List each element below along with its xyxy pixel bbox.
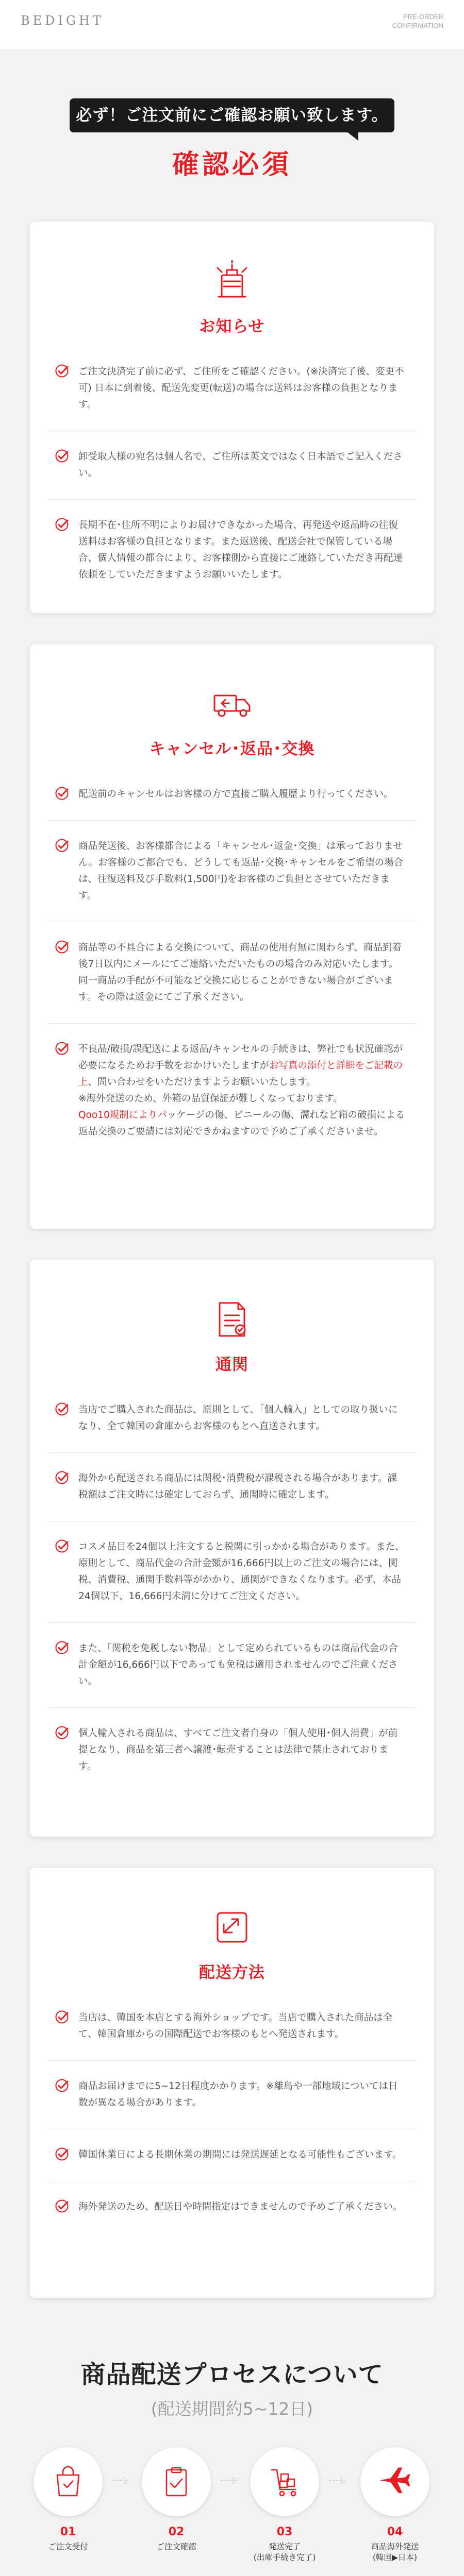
item-text: また、「関税を免税しない物品」として定められているものは商品代金の合計金額が16,666円以下であっても免税は適用されませんのでご注意ください。 [78, 1643, 398, 1687]
list-item [48, 346, 416, 431]
process-step-02 [135, 2447, 218, 2552]
megaphone-icon [208, 258, 256, 305]
list-item [48, 922, 416, 1023]
list-item [48, 1384, 416, 1452]
check-icon [55, 1539, 69, 1553]
step-number: 04 [387, 2526, 403, 2538]
item-text: 卸受取人様の宛名は個人名で、ご住所は英文ではなく日本語でご記入ください。 [78, 451, 403, 479]
check-icon [55, 2199, 69, 2213]
item-text: 長期不在･住所不明によりお届けできなかった場合、再発送や返品時の往復送料はお客様の負担となります。また返送後、配送会社で保管している場合、個人情報の都合により、お客様側から直接にご連絡していただき再配達依頼をしていただきますようお願いいたします。 [78, 520, 403, 580]
step-label: ご注文確認 [156, 2542, 196, 2551]
clipboard-check-icon [142, 2447, 211, 2516]
check-icon [55, 1041, 69, 1056]
check-icon [55, 2010, 69, 2024]
item-text: 商品等の不具合による交換について、商品の使用有無に関わらず、商品到着後7日以内にメールにてご連絡いただいたものの場合のみ対応いたします。同一商品の手配が不可能など交換に応じることができない場合がございます。その際は返金にてご了承ください。 [78, 942, 402, 1003]
list-item [48, 2060, 416, 2129]
list-item [48, 820, 416, 922]
item-text-part: 不良品/破損/誤配送による返品/キャンセルの手続きは、弊社でも状況確認が必要になるためお手数をおかけいたしますが [78, 1044, 403, 1071]
order-bag-icon [34, 2447, 103, 2516]
section-items [48, 1384, 416, 1792]
section-items [48, 769, 416, 1158]
brand-logo: BEDIGHT [21, 13, 104, 28]
step-label: ご注文受付 [48, 2542, 88, 2551]
step-label-sub: (出庫手続き完了) [253, 2553, 316, 2562]
section-cancel-return [30, 644, 434, 1229]
check-icon [55, 1470, 69, 1485]
check-icon [55, 517, 69, 532]
list-item [48, 2181, 416, 2233]
item-text-part: ※海外発送のため、外箱の品質保証が難しくなっております。 [78, 1093, 343, 1104]
list-item [48, 1452, 416, 1521]
check-icon [55, 449, 69, 463]
check-icon [55, 1640, 69, 1655]
item-text: 個人輸入される商品は、すべてご注文者自身の「個人使用･個人消費」が前提となり、商品を第三者へ譲渡･転売することは法律で禁止されております。 [78, 1728, 398, 1772]
chevron-right-icon [111, 2476, 132, 2486]
check-icon [55, 2078, 69, 2093]
customs-document-icon [208, 1296, 256, 1343]
step-label: 商品海外発送 [371, 2542, 419, 2551]
check-icon [55, 1725, 69, 1740]
item-text: 海外発送のため、配送日や時間指定はできませんので予めご了承ください。 [78, 2201, 403, 2212]
check-icon [55, 838, 69, 853]
section-title: 通関 [216, 1355, 248, 1374]
item-text [78, 1041, 405, 1140]
airplane-icon [208, 1904, 256, 1951]
step-number: 03 [276, 2526, 293, 2538]
hero-title: 確認必須 [172, 149, 292, 180]
check-icon [55, 786, 69, 801]
brand-subtitle [392, 12, 443, 30]
list-item [48, 1023, 416, 1158]
item-text: 商品お届けまでに5~12日程度かかります。※離島や一部地域については日数が異なる場合があります。 [78, 2081, 398, 2108]
list-item [48, 1521, 416, 1622]
process-step-03 [243, 2447, 326, 2563]
step-label: 発送完了 [268, 2542, 301, 2551]
section-items [48, 1992, 416, 2233]
process-subtitle: (配送期間約5~12日) [151, 2399, 313, 2419]
item-text: 韓国休業日による長期休業の期間には発送遅延となる可能性もございます。 [78, 2149, 402, 2160]
list-item [48, 1622, 416, 1707]
process-step-01 [27, 2447, 109, 2552]
highlight-text: お写真の添付と詳細をご記載の上 [78, 1060, 403, 1088]
section-items [48, 346, 416, 601]
check-icon [55, 2147, 69, 2161]
step-number: 01 [60, 2526, 76, 2538]
section-shipping-method [30, 1868, 434, 2298]
item-text: 配送前のキャンセルはお客様の方で直接ご購入履歴より行ってください。 [78, 789, 393, 800]
step-label-sub: (韓国▶日本) [372, 2553, 417, 2562]
process-step-04 [354, 2447, 436, 2563]
section-title: 配送方法 [199, 1963, 265, 1982]
section-title: キャンセル･返品･交換 [149, 740, 315, 758]
hero-speech-bubble: 必ず！ご注文前にご確認お願い致します。 [70, 98, 394, 132]
brand-subtitle-line2: CONFIRMATION [392, 22, 443, 29]
item-text: 商品発送後、お客様都合による「キャンセル･返金･交換」は承っておりません。お客様のご都合でも、どうしても返品･交換･キャンセルをご希望の場合は、往復送料及び手数料(1,500円)をお客様のご負担とさせていただきます。 [78, 841, 404, 901]
highlight-text: Qoo10規制によりパ [78, 1110, 167, 1121]
item-text-part: ッケージの傷、ビニールの傷、濡れなど箱の破損による返品交換のご要請には対応できかねますので予めご了承くださいませ。 [78, 1110, 405, 1137]
chevron-right-icon [328, 2476, 349, 2486]
step-number: 02 [168, 2526, 185, 2538]
brand-subtitle-line1: PRE-ORDER [403, 13, 443, 21]
section-customs [30, 1260, 434, 1837]
chevron-right-icon [220, 2476, 240, 2486]
list-item [48, 431, 416, 499]
list-item [48, 1992, 416, 2060]
check-icon [55, 940, 69, 954]
check-icon [55, 364, 69, 378]
brand-header [0, 0, 464, 49]
item-text-part: 、問い合わせをいただけますようお願いいたします。 [88, 1077, 317, 1088]
cart-boxes-icon [250, 2447, 319, 2516]
item-text: ご注文決済完了前に必ず、ご住所をご確認ください。(※決済完了後、変更不可) 日本に到着後、配送先変更(転送)の場合は送料はお客様の負担となります。 [78, 366, 404, 410]
hero [0, 49, 464, 204]
delivery-truck-icon [208, 680, 256, 727]
process-title: 商品配送プロセスについて [80, 2360, 384, 2389]
list-item [48, 769, 416, 820]
section-title: お知らせ [199, 317, 265, 336]
check-icon [55, 1402, 69, 1416]
item-text: 当店でご購入された商品は、原則として、「個人輸入」としての取り扱いになり、全て韓国の倉庫からお客様のもとへ直送されます。 [78, 1404, 398, 1432]
list-item [48, 1707, 416, 1792]
item-text: 海外から配送される商品には関税･消費税が課税される場合があります。課税額はご注文時には確定しておらず、通関時に確定します。 [78, 1473, 397, 1500]
item-text: コスメ品目を24個以上注文すると税関に引っかかる場合があります。また、原則として、商品代金の合計金額が16,666円以上のご注文の場合には、関税、消費税、通関手数料等がかかり、通関ができなくなります。必ず、本品24個以下、16,666円未満に分けてご注文ください。 [78, 1541, 405, 1602]
item-text: 当店は、韓国を本店とする海外ショップです。当店で購入された商品は全て、韓国倉庫からの国際配送でお客様のもとへ発送されます。 [78, 2012, 393, 2040]
list-item [48, 2129, 416, 2181]
list-item [48, 499, 416, 601]
airplane-icon [360, 2447, 429, 2516]
section-notice [30, 222, 434, 613]
